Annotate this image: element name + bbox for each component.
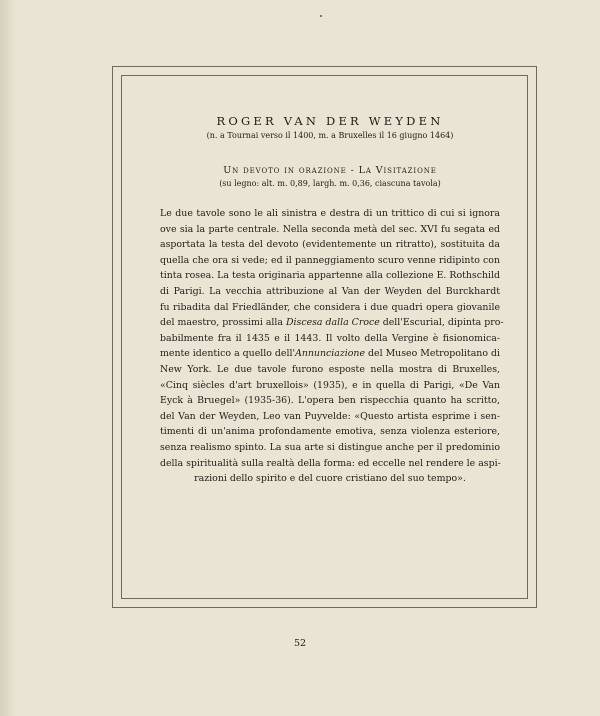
work-title-part-1: Un devoto in orazione (223, 165, 347, 176)
catalog-entry (160, 114, 504, 487)
text-segment: dell'Escurial, dipinta pro- (379, 317, 504, 329)
print-speck (320, 15, 322, 17)
text-segment: mente identico a quello dell' (160, 348, 296, 360)
text-line: razioni dello spirito e del cuore cristiano del suo tempo». (194, 473, 466, 485)
text-line: Eyck à Bruegel» (1935-36). L'opera ben rispecchia quanto ha scritto, (160, 395, 500, 407)
text-line (160, 346, 500, 362)
work-title-part-2: La Visitazione (358, 165, 437, 176)
text-line: senza realismo spinto. La sua arte si distingue anche per il predominio (160, 441, 500, 453)
work-details: (su legno: alt. m. 0,89, largh. m. 0,36, ciascuna tavola) (219, 179, 441, 188)
text-line: della spiritualità sulla realtà della forma: ed eccelle nel rendere le aspi- (160, 457, 501, 469)
text-line: «Cinq siècles d'art bruxellois» (1935), e in quella di Parigi, «De Van (160, 379, 500, 391)
text-line: tinta rosea. La testa originaria appartenne alla collezione E. Rothschild (160, 270, 500, 282)
page-number: 52 (293, 638, 307, 649)
text-line (160, 315, 504, 331)
text-line: fu ribadita dal Friedländer, che considera i due quadri opera giovanile (160, 301, 500, 313)
description-paragraph (160, 206, 504, 487)
text-line: timenti di un'anima profondamente emotiva, senza violenza esteriore, (160, 426, 500, 438)
text-line: ove sia la parte centrale. Nella seconda metà del sec. XVI fu segata ed (160, 223, 500, 235)
work-title (160, 165, 500, 177)
work-title-separator: - (346, 165, 359, 176)
text-line: del Van der Weyden, Leo van Puyvelde: «Questo artista esprime i sen- (160, 410, 500, 422)
text-line: asportata la testa del devoto (evidentemente un ritratto), sostituita da (160, 239, 500, 251)
artist-life-dates: (n. a Tournai verso il 1400, m. a Bruxelles il 16 giugno 1464) (206, 131, 454, 140)
page-shadow (0, 0, 16, 716)
italic-work-title: Annunciazione (295, 348, 365, 360)
artist-name: ROGER VAN DER WEYDEN (216, 114, 444, 128)
text-line: babilmente fra il 1435 e il 1443. Il volto della Vergine è fisionomica- (160, 332, 500, 344)
text-line: Le due tavole sono le ali sinistra e destra di un trittico di cui si ignora (160, 208, 500, 219)
text-segment: del maestro, prossimi alla (160, 317, 286, 329)
text-line: di Parigi. La vecchia attribuzione al Van der Weyden del Burckhardt (160, 285, 500, 297)
text-segment: del Museo Metropolitano di (365, 348, 500, 360)
italic-work-title: Discesa dalla Croce (286, 317, 380, 329)
text-line: quella che ora si vede; ed il panneggiamento scuro venne ridipinto con (160, 254, 500, 266)
text-line: New York. Le due tavole furono esposte nella mostra di Bruxelles, (160, 363, 500, 375)
